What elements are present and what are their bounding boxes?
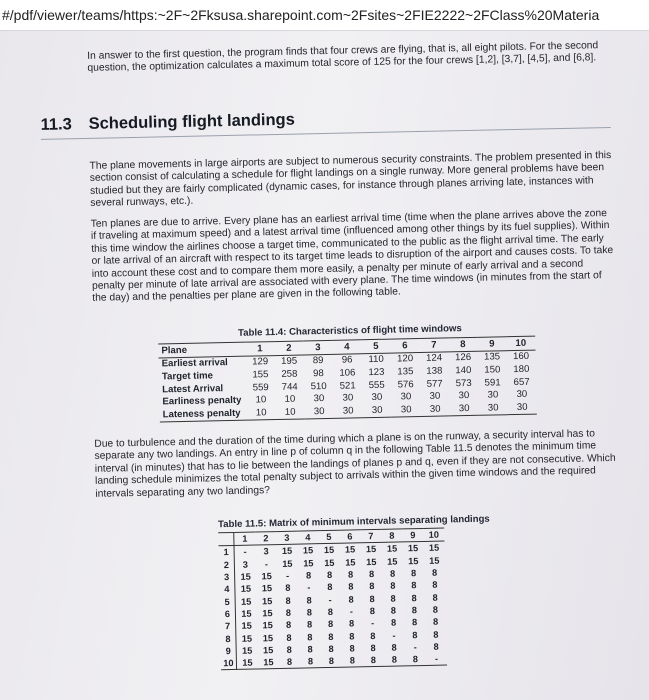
table-cell: 30 — [334, 404, 363, 418]
table-cell: 120 — [397, 353, 414, 365]
header-cell: 1 — [234, 532, 256, 546]
row-label: 9 — [221, 645, 237, 658]
matrix-cell: 8 — [326, 569, 333, 581]
table-cell: 30 — [342, 392, 354, 404]
header-cell: 9 — [477, 337, 506, 351]
matrix-cell: 15 — [241, 608, 252, 619]
table-cell: 160 — [512, 351, 530, 363]
matrix-cell: 8 — [285, 607, 292, 618]
matrix-cell: 15 — [262, 644, 274, 656]
matrix-cell: 15 — [428, 543, 440, 554]
header-cell: 4 — [332, 340, 361, 354]
matrix-cell: 8 — [348, 594, 354, 605]
matrix-cell: 15 — [408, 555, 419, 567]
matrix-cell: 15 — [241, 645, 253, 656]
header-cell: 10 — [423, 528, 444, 542]
matrix-cell: 8 — [286, 644, 292, 655]
matrix-cell: 8 — [328, 631, 334, 642]
header-cell: 2 — [274, 341, 303, 355]
table-11-4-caption: Table 11.4: Characteristics of flight time windows — [237, 323, 462, 339]
table-cell: 573 — [455, 377, 472, 389]
row-label: Lateness penalty — [160, 407, 247, 422]
matrix-cell: 8 — [327, 606, 334, 617]
section-number: 11.3 — [40, 115, 73, 134]
matrix-cell: 8 — [285, 595, 291, 606]
header-cell: 10 — [506, 336, 535, 350]
table-cell: 30 — [516, 388, 528, 401]
matrix-cell: 15 — [366, 556, 377, 567]
table-cell: 30 — [313, 393, 325, 405]
matrix-cell: 8 — [412, 629, 418, 640]
table-cell: 89 — [312, 355, 324, 367]
matrix-cell: - — [392, 630, 396, 641]
matrix-cell: 8 — [327, 619, 334, 630]
matrix-cell: 8 — [349, 643, 355, 654]
header-cell: 1 — [245, 342, 274, 356]
matrix-cell: 15 — [240, 571, 251, 582]
corner-cell — [218, 532, 234, 546]
matrix-cell: 8 — [432, 616, 439, 628]
matrix-cell: 15 — [387, 556, 398, 567]
header-cell: 6 — [390, 339, 419, 353]
table-cell: 123 — [368, 366, 385, 379]
matrix-cell: 8 — [432, 592, 438, 603]
flight-time-windows-table — [158, 336, 537, 422]
table-cell: 10 — [276, 405, 305, 419]
table-cell: 30 — [487, 389, 499, 401]
table-cell: 30 — [400, 391, 412, 403]
matrix-cell: 8 — [306, 594, 312, 606]
matrix-cell: 8 — [411, 580, 417, 591]
table-cell: 30 — [429, 390, 441, 402]
table-11-5-caption: Table 11.5: Matrix of minimum intervals separating landings — [217, 513, 490, 531]
header-cell: 8 — [448, 337, 477, 351]
matrix-cell: 8 — [390, 617, 397, 628]
table-cell: 10 — [247, 406, 276, 420]
table-cell: 129 — [252, 356, 269, 368]
table-cell: 138 — [426, 365, 443, 377]
table-cell: 10 — [255, 394, 267, 406]
matrix-cell: - — [243, 547, 247, 558]
matrix-cell: 8 — [328, 643, 334, 654]
matrix-cell: 8 — [410, 568, 417, 579]
table-cell: 555 — [368, 379, 385, 391]
matrix-cell: 8 — [286, 619, 292, 631]
min-interval-matrix-table — [218, 528, 447, 671]
matrix-cell: 8 — [307, 631, 313, 642]
header-cell: 8 — [381, 529, 402, 543]
table-cell: 591 — [484, 376, 501, 389]
matrix-cell: 8 — [307, 644, 313, 655]
matrix-cell: 15 — [365, 544, 377, 555]
matrix-cell: 8 — [411, 617, 418, 628]
header-cell: 4 — [297, 531, 318, 545]
matrix-cell: 15 — [240, 596, 252, 607]
matrix-cell: 8 — [348, 581, 354, 592]
row-label: 5 — [220, 595, 236, 608]
matrix-cell: 8 — [432, 580, 438, 591]
row-label: Earliness penalty — [162, 394, 242, 408]
intro-paragraph: In answer to the first question, the program finds that four crews are flying, that is, all eight pilots. For the second question, the optimization calculates a maximum total score of 125 for the four crews [1,2], [3,7], [4,5], and [6,8]. — [87, 40, 599, 75]
table-cell: 150 — [484, 364, 501, 376]
header-cell: 9 — [402, 528, 423, 542]
matrix-cell: 8 — [433, 641, 439, 652]
header-cell: 2 — [255, 532, 276, 546]
matrix-cell: 8 — [411, 592, 417, 603]
matrix-cell: 8 — [327, 582, 333, 593]
table-cell: 30 — [305, 405, 334, 419]
matrix-cell: 15 — [407, 543, 419, 554]
matrix-cell: 8 — [306, 619, 313, 630]
table-cell: 30 — [479, 401, 508, 415]
matrix-cell: 8 — [306, 607, 313, 618]
matrix-cell: 8 — [279, 656, 300, 669]
matrix-cell: 8 — [369, 605, 376, 617]
matrix-cell: 8 — [384, 653, 405, 666]
matrix-cell: 15 — [303, 558, 314, 569]
header-cell: 5 — [361, 339, 390, 353]
table-cell: 30 — [458, 390, 470, 402]
matrix-cell: 8 — [433, 629, 439, 640]
table-cell: 258 — [281, 368, 298, 380]
pdf-content — [0, 23, 649, 700]
matrix-cell: 8 — [348, 618, 355, 629]
matrix-cell: 15 — [241, 620, 252, 632]
row-label: 1 — [219, 546, 235, 559]
matrix-cell: - — [328, 594, 332, 605]
matrix-cell: 15 — [323, 545, 335, 556]
matrix-cell: - — [426, 652, 447, 665]
matrix-cell: 15 — [261, 595, 273, 607]
table-cell: 744 — [281, 381, 298, 393]
matrix-cell: - — [264, 558, 269, 570]
table-cell: 140 — [455, 364, 472, 377]
matrix-cell: - — [307, 582, 311, 593]
table-cell: 30 — [421, 402, 450, 416]
paragraph-planes: Ten planes are due to arrive. Every plane has an earliest arrival time (time when the plane arrives above the zone if traveling at maximum speed) and a latest arrival time (influenced among other things by its fuel supplies). Within this time window the airlines choose a target time, communicated to the public as the flight arrival time. The early or late arrival of an aircraft with respect to its target time leads to disruption of the airport and causes costs. To take into account these cost and to compare them more easily, a penalty per minute of early arrival and a second penalty per minute of late arrival are associated with every plane. The time windows (in minutes from the start of the day) and the penalties per plane are given in the following table. — [90, 208, 614, 305]
table-cell: 510 — [310, 380, 327, 392]
table-cell: 98 — [312, 368, 324, 380]
table-cell: 30 — [363, 404, 392, 418]
table-cell: 657 — [513, 376, 530, 388]
matrix-cell: 15 — [261, 583, 273, 594]
matrix-cell: 3 — [242, 559, 249, 570]
matrix-cell: - — [413, 641, 417, 653]
matrix-cell: 15 — [282, 558, 293, 569]
matrix-cell: 8 — [391, 642, 397, 653]
header-cell: 3 — [303, 340, 332, 354]
matrix-cell: 15 — [262, 608, 273, 619]
header-cell: 3 — [276, 531, 297, 545]
row-label: 4 — [219, 583, 235, 596]
matrix-cell: 8 — [405, 653, 426, 666]
matrix-cell: 15 — [281, 546, 293, 557]
matrix-cell: 8 — [286, 632, 292, 643]
matrix-cell: - — [371, 618, 375, 629]
matrix-cell: 8 — [368, 569, 375, 580]
matrix-cell: 8 — [370, 642, 376, 653]
row-label: Earliest arrival — [161, 357, 228, 370]
header-cell: 7 — [419, 338, 448, 352]
table-cell: 106 — [339, 367, 356, 379]
matrix-cell: 15 — [302, 545, 314, 556]
table-cell: 135 — [483, 351, 501, 364]
matrix-cell: 8 — [390, 605, 397, 616]
table-cell: 110 — [368, 354, 384, 366]
matrix-cell: 15 — [429, 555, 440, 566]
matrix-cell: 8 — [305, 570, 312, 581]
row-label: 7 — [220, 620, 236, 633]
table-cell: 521 — [339, 379, 356, 392]
row-label: 8 — [220, 632, 236, 645]
matrix-cell: 8 — [431, 567, 438, 578]
table-cell: 576 — [397, 378, 414, 391]
header-cell: 5 — [318, 530, 339, 544]
header-cell: 7 — [360, 529, 381, 543]
matrix-cell: 8 — [285, 583, 291, 594]
matrix-cell: 15 — [262, 620, 273, 631]
header-cell: Plane — [158, 342, 245, 357]
table-cell: 559 — [252, 381, 269, 394]
table-cell: 126 — [454, 352, 472, 364]
row-label: 3 — [219, 571, 235, 584]
matrix-cell: 8 — [370, 630, 376, 641]
matrix-cell: 8 — [390, 593, 396, 604]
table-cell: 96 — [341, 354, 353, 367]
paragraph-intervals: Due to turbulence and the duration of the time during which a plane is on the runway, a security interval has to separate any two landings. An entry in line p of column q in the following Table 11.5 denotes the minimum time interval (in minutes) that has to lie between the landings of planes p and q, even if they are not consecutive. Which landing schedule minimizes the total penalty subject to arrivals within the given time windows and the required intervals separating any two landings? — [94, 428, 616, 500]
matrix-cell: 8 — [369, 593, 375, 604]
matrix-cell: 15 — [261, 571, 272, 582]
matrix-cell: 15 — [240, 583, 252, 595]
row-label: Latest Arrival — [162, 382, 224, 395]
table-cell: 30 — [392, 403, 421, 417]
matrix-cell: 8 — [369, 581, 375, 592]
table-cell: 30 — [450, 402, 479, 416]
section-heading — [40, 104, 610, 140]
table-cell: 30 — [508, 401, 537, 415]
row-label: 10 — [221, 657, 237, 670]
matrix-cell: 15 — [262, 632, 274, 643]
table-cell: 577 — [426, 378, 443, 390]
matrix-cell: 8 — [411, 605, 418, 616]
header-cell: 6 — [339, 530, 360, 544]
matrix-cell: 8 — [390, 580, 396, 592]
section-title: Scheduling flight landings — [88, 110, 296, 133]
matrix-cell: 15 — [258, 656, 279, 669]
matrix-cell: 15 — [324, 557, 335, 568]
matrix-cell: 8 — [300, 655, 321, 668]
matrix-cell: 8 — [321, 655, 342, 668]
table-cell: 155 — [252, 369, 269, 381]
matrix-cell: 15 — [236, 656, 258, 669]
table-cell: 124 — [425, 352, 443, 365]
matrix-cell: 8 — [349, 630, 355, 642]
matrix-cell: 15 — [344, 544, 356, 556]
paragraph-problem: The plane movements in large airports are subject to numerous security constraints. The problem presented in this section consist of calculating a schedule for flight landings on a single runway. More general problems have been studied but they are fairly complicated (dynamic cases, for instance through planes arriving late, instances with several runways, etc.). — [89, 149, 612, 210]
table-cell: 135 — [397, 366, 414, 378]
table-cell: 180 — [513, 363, 530, 376]
url-text[interactable]: #/pdf/viewer/teams/https:~2F~2Fksusa.sharepoint.com~2Fsites~2FIE2222~2FClass%20Materia — [2, 7, 600, 23]
matrix-cell: 8 — [432, 604, 439, 615]
matrix-cell: 15 — [241, 633, 253, 644]
matrix-cell: 8 — [389, 568, 396, 579]
matrix-cell: 3 — [263, 546, 269, 557]
table-cell: 195 — [281, 355, 298, 368]
matrix-cell: 15 — [386, 543, 398, 555]
matrix-cell: 8 — [342, 654, 363, 667]
matrix-cell: 8 — [363, 654, 384, 667]
row-label: 2 — [219, 559, 235, 572]
matrix-cell: 15 — [345, 557, 356, 568]
matrix-cell: 8 — [347, 569, 354, 580]
matrix-cell: - — [286, 570, 290, 581]
row-label: Target time — [161, 370, 214, 383]
table-cell: 30 — [371, 391, 383, 404]
row-label: 6 — [220, 608, 236, 621]
matrix-cell: - — [349, 606, 354, 617]
table-cell: 10 — [284, 393, 296, 406]
